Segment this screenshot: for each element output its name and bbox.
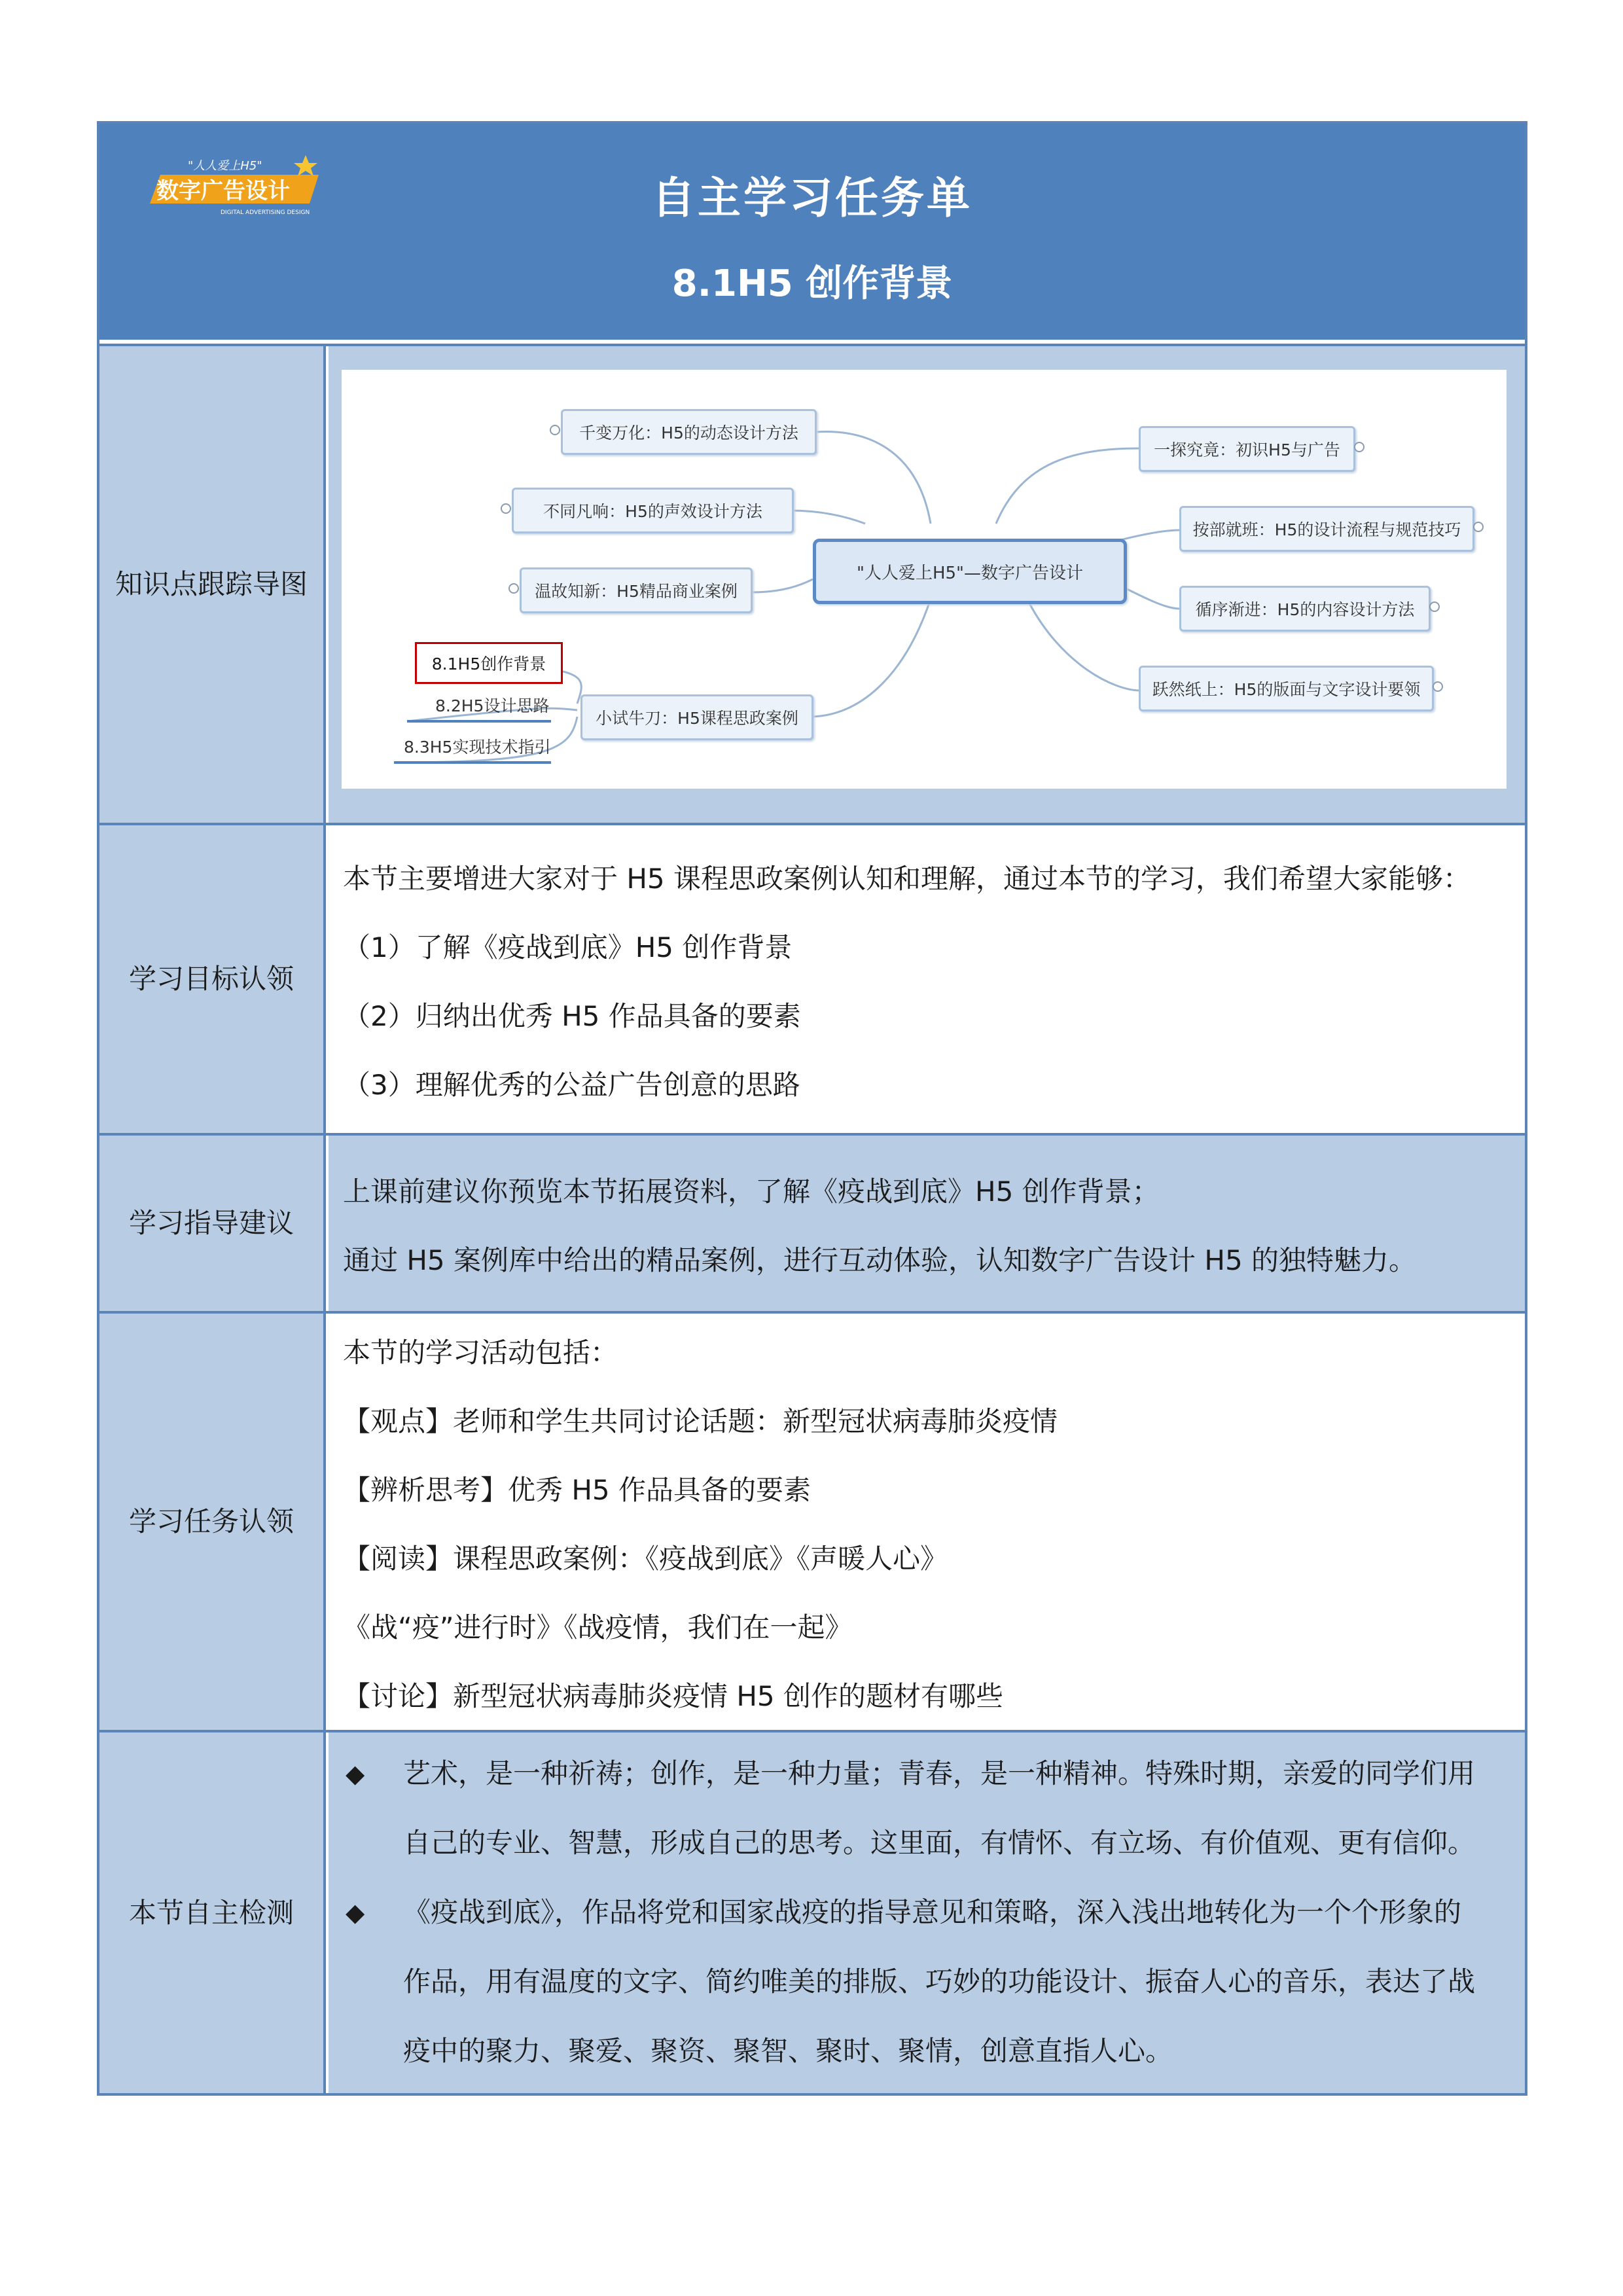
mindmap-center-node[interactable]: "人人爱上H5"—数字广告设计	[813, 539, 1127, 604]
mindmap-leaf-8-1-selected[interactable]: 8.1H5创作背景	[415, 642, 563, 684]
mindmap-leaf-8-2[interactable]: 8.2H5设计思路	[435, 696, 550, 715]
expand-icon[interactable]	[508, 583, 519, 594]
guidance-cell	[329, 1136, 1525, 1311]
row-label: 知识点跟踪导图	[99, 346, 326, 823]
expand-icon[interactable]	[1473, 522, 1484, 532]
expand-icon[interactable]	[1354, 442, 1364, 452]
mindmap-node-content[interactable]: 循序渐进：H5的内容设计方法	[1179, 586, 1431, 632]
guidance-line: 通过 H5 案例库中给出的精品案例，进行互动体验，认知数字广告设计 H5 的独特魅力。	[343, 1244, 1417, 1276]
logo-title: 数字广告设计	[156, 178, 290, 204]
check-bullet	[343, 1739, 1510, 1878]
mindmap-node-layout[interactable]: 跃然纸上：H5的版面与文字设计要领	[1139, 666, 1434, 711]
mindmap-node-sound[interactable]: 不同凡响：H5的声效设计方法	[512, 488, 794, 533]
objective-item: （2）归纳出优秀 H5 作品具备的要素	[343, 999, 801, 1032]
check-text-line: 作品，用有温度的文字、简约唯美的排版、巧妙的功能设计、振奋人心的音乐，表达了战	[403, 1965, 1476, 1998]
objectives-cell	[329, 825, 1525, 1133]
row-label: 本节自主检测	[99, 1732, 326, 2093]
page-subtitle: 8.1H5 创作背景	[671, 262, 953, 305]
expand-icon[interactable]	[1433, 681, 1443, 692]
guidance-line: 上课前建议你预览本节拓展资料，了解《疫战到底》H5 创作背景；	[343, 1175, 1160, 1208]
page-title: 自主学习任务单	[652, 173, 972, 223]
mindmap-node-commercial[interactable]: 温故知新：H5精品商业案例	[520, 567, 753, 613]
row-self-check	[99, 1730, 1525, 2093]
row-objectives	[99, 823, 1525, 1133]
objective-item: （1）了解《疫战到底》H5 创作背景	[343, 931, 793, 963]
task-item: 【讨论】新型冠状病毒肺炎疫情 H5 创作的题材有哪些	[343, 1679, 1004, 1712]
logo-small-text: DIGITAL ADVERTISING DESIGN	[221, 209, 310, 216]
row-label: 学习目标认领	[99, 825, 326, 1133]
task-intro: 本节的学习活动包括：	[343, 1336, 618, 1369]
self-check-cell	[329, 1732, 1525, 2093]
row-tasks	[99, 1311, 1525, 1730]
task-sheet	[97, 121, 1527, 2096]
mindmap-node-process[interactable]: 按部就班：H5的设计流程与规范技巧	[1179, 506, 1474, 552]
logo-tagline: "人人爱上H5"	[188, 159, 262, 173]
diamond-bullet-icon: ◆	[346, 1759, 365, 1788]
mindmap-cell	[329, 346, 1525, 823]
row-guidance	[99, 1133, 1525, 1311]
expand-icon[interactable]	[501, 503, 511, 514]
mindmap-node-ideology[interactable]: 小试牛刀：H5课程思政案例	[580, 694, 813, 740]
task-item: 《战“疫”进行时》《战疫情，我们在一起》	[343, 1611, 853, 1643]
objective-intro: 本节主要增进大家对于 H5 课程思政案例认知和理解，通过本节的学习，我们希望大家能够：	[343, 862, 1471, 895]
check-text-line: 《疫战到底》，作品将党和国家战疫的指导意见和策略，深入浅出地转化为一个个形象的	[403, 1896, 1462, 1928]
objective-item: （3）理解优秀的公益广告创意的思路	[343, 1068, 800, 1101]
header-banner	[99, 124, 1525, 340]
row-label: 学习指导建议	[99, 1136, 326, 1311]
task-item: 【观点】老师和学生共同讨论话题：新型冠状病毒肺炎疫情	[343, 1405, 1058, 1437]
row-mindmap	[99, 344, 1525, 823]
row-label: 学习任务认领	[99, 1314, 326, 1730]
expand-icon[interactable]	[550, 425, 560, 435]
task-item: 【辨析思考】优秀 H5 作品具备的要素	[343, 1473, 812, 1506]
tasks-cell	[329, 1314, 1525, 1730]
mindmap-node-intro[interactable]: 一探究竟：初识H5与广告	[1139, 426, 1355, 472]
check-bullet	[343, 1878, 1510, 2086]
check-text-line: 艺术，是一种祈祷；创作，是一种力量；青春，是一种精神。特殊时期，亲爱的同学们用	[403, 1757, 1476, 1789]
expand-icon[interactable]	[1429, 601, 1440, 612]
diamond-bullet-icon: ◆	[346, 1898, 365, 1927]
mindmap-leaf-8-3[interactable]: 8.3H5实现技术指引	[404, 738, 551, 757]
task-item: 【阅读】课程思政案例：《疫战到底》《声暖人心》	[343, 1542, 948, 1575]
mindmap-node-dynamic[interactable]: 千变万化：H5的动态设计方法	[561, 409, 817, 455]
check-text-line: 自己的专业、智慧，形成自己的思考。这里面，有情怀、有立场、有价值观、更有信仰。	[403, 1827, 1476, 1859]
check-text-line: 疫中的聚力、聚爱、聚资、聚智、聚时、聚情，创意直指人心。	[403, 2035, 1173, 2067]
mindmap	[342, 370, 1507, 789]
